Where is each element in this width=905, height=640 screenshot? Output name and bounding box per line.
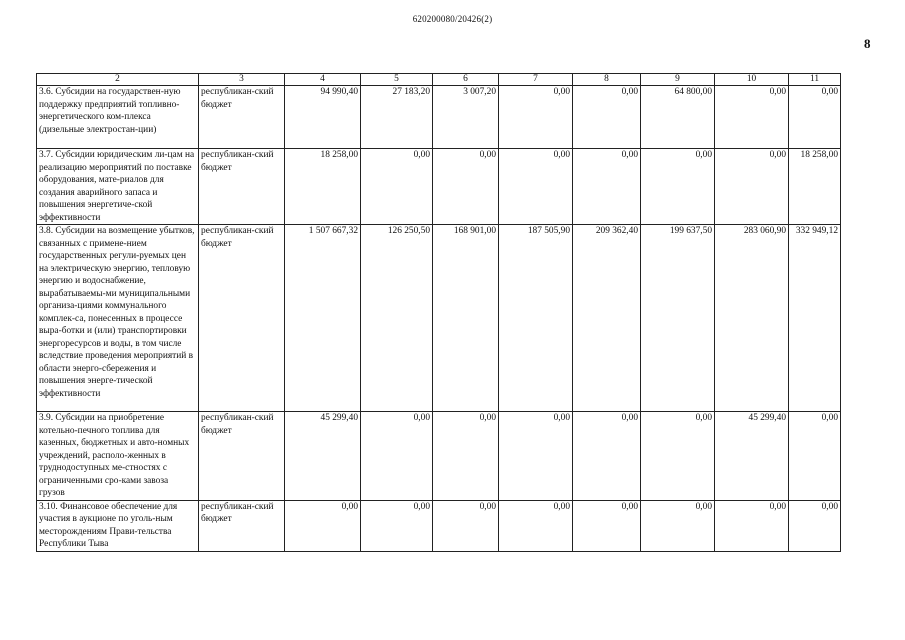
table-row [37, 500, 841, 551]
column-header: 4 [285, 74, 361, 86]
table-row [37, 225, 841, 412]
table-row [37, 86, 841, 149]
amount-cell: 45 299,40 [715, 412, 789, 501]
amount-cell: 0,00 [641, 412, 715, 501]
funding-source: республикан-ский бюджет [199, 149, 285, 225]
row-description: 3.9. Субсидии на приобретение котельно-печного топлива для казенных, бюджетных и авто-номных учреждений, располо-женных в труднодоступных ме-стностях с ограниченными сро-ками завоза грузов [37, 412, 199, 501]
amount-cell: 0,00 [573, 500, 641, 551]
amount-cell: 0,00 [499, 412, 573, 501]
column-header: 5 [361, 74, 433, 86]
amount-cell: 0,00 [715, 500, 789, 551]
funding-source: республикан-ский бюджет [199, 412, 285, 501]
amount-cell: 18 258,00 [285, 149, 361, 225]
column-header: 3 [199, 74, 285, 86]
amount-cell: 168 901,00 [433, 225, 499, 412]
amount-cell: 0,00 [573, 412, 641, 501]
amount-cell: 0,00 [641, 149, 715, 225]
amount-cell: 64 800,00 [641, 86, 715, 149]
amount-cell: 126 250,50 [361, 225, 433, 412]
amount-cell: 0,00 [641, 500, 715, 551]
amount-cell: 0,00 [789, 412, 841, 501]
amount-cell: 0,00 [715, 149, 789, 225]
page-number: 8 [864, 36, 871, 51]
amount-cell: 209 362,40 [573, 225, 641, 412]
amount-cell: 0,00 [361, 412, 433, 501]
table-row [37, 412, 841, 501]
amount-cell: 199 637,50 [641, 225, 715, 412]
document-id: 620200080/20426(2) [412, 14, 493, 24]
amount-cell: 94 990,40 [285, 86, 361, 149]
column-header: 11 [789, 74, 841, 86]
row-description: 3.6. Субсидии на государствен-ную поддержку предприятий топливно-энергетического ком-плекса (дизельные электростан-ции) [37, 86, 199, 149]
amount-cell: 0,00 [789, 86, 841, 149]
column-header: 2 [37, 74, 199, 86]
amount-cell: 283 060,90 [715, 225, 789, 412]
amount-cell: 0,00 [573, 86, 641, 149]
amount-cell: 0,00 [573, 149, 641, 225]
amount-cell: 0,00 [433, 412, 499, 501]
amount-cell: 45 299,40 [285, 412, 361, 501]
amount-cell: 0,00 [715, 86, 789, 149]
amount-cell: 0,00 [789, 500, 841, 551]
funding-source: республикан-ский бюджет [199, 86, 285, 149]
amount-cell: 0,00 [433, 500, 499, 551]
amount-cell: 27 183,20 [361, 86, 433, 149]
column-header: 10 [715, 74, 789, 86]
column-header: 6 [433, 74, 499, 86]
column-header: 8 [573, 74, 641, 86]
amount-cell: 0,00 [499, 149, 573, 225]
amount-cell: 0,00 [361, 500, 433, 551]
table-row [37, 149, 841, 225]
amount-cell: 18 258,00 [789, 149, 841, 225]
amount-cell: 187 505,90 [499, 225, 573, 412]
column-header: 7 [499, 74, 573, 86]
amount-cell: 0,00 [285, 500, 361, 551]
amount-cell: 0,00 [433, 149, 499, 225]
amount-cell: 0,00 [361, 149, 433, 225]
amount-cell: 0,00 [499, 500, 573, 551]
column-number-row [37, 74, 841, 86]
amount-cell: 1 507 667,32 [285, 225, 361, 412]
column-header: 9 [641, 74, 715, 86]
amount-cell: 332 949,12 [789, 225, 841, 412]
row-description: 3.7. Субсидии юридическим ли-цам на реализацию мероприятий по поставке оборудования, мате-риалов для создания аварийного запаса и повышения энергетиче-ской эффективности [37, 149, 199, 225]
amount-cell: 3 007,20 [433, 86, 499, 149]
row-description: 3.10. Финансовое обеспечение для участия в аукционе по уголь-ным месторождениям Прави-тельства Республики Тыва [37, 500, 199, 551]
row-description: 3.8. Субсидии на возмещение убытков, связанных с примене-нием государственных регули-руемых цен на электрическую энергию, тепловую энергию и водоснабжение, вырабатываемы-ми муниципальными организа-циями коммунального комплек-са, понесенных в процессе выра-ботки и (или) транспортировки энергоресурсов и воды, в том числе вследствие проведения мероприятий в области энерго-сбережения и повышения энерге-тической эффективности [37, 225, 199, 412]
funding-source: республикан-ский бюджет [199, 225, 285, 412]
budget-table [36, 73, 841, 552]
amount-cell: 0,00 [499, 86, 573, 149]
funding-source: республикан-ский бюджет [199, 500, 285, 551]
